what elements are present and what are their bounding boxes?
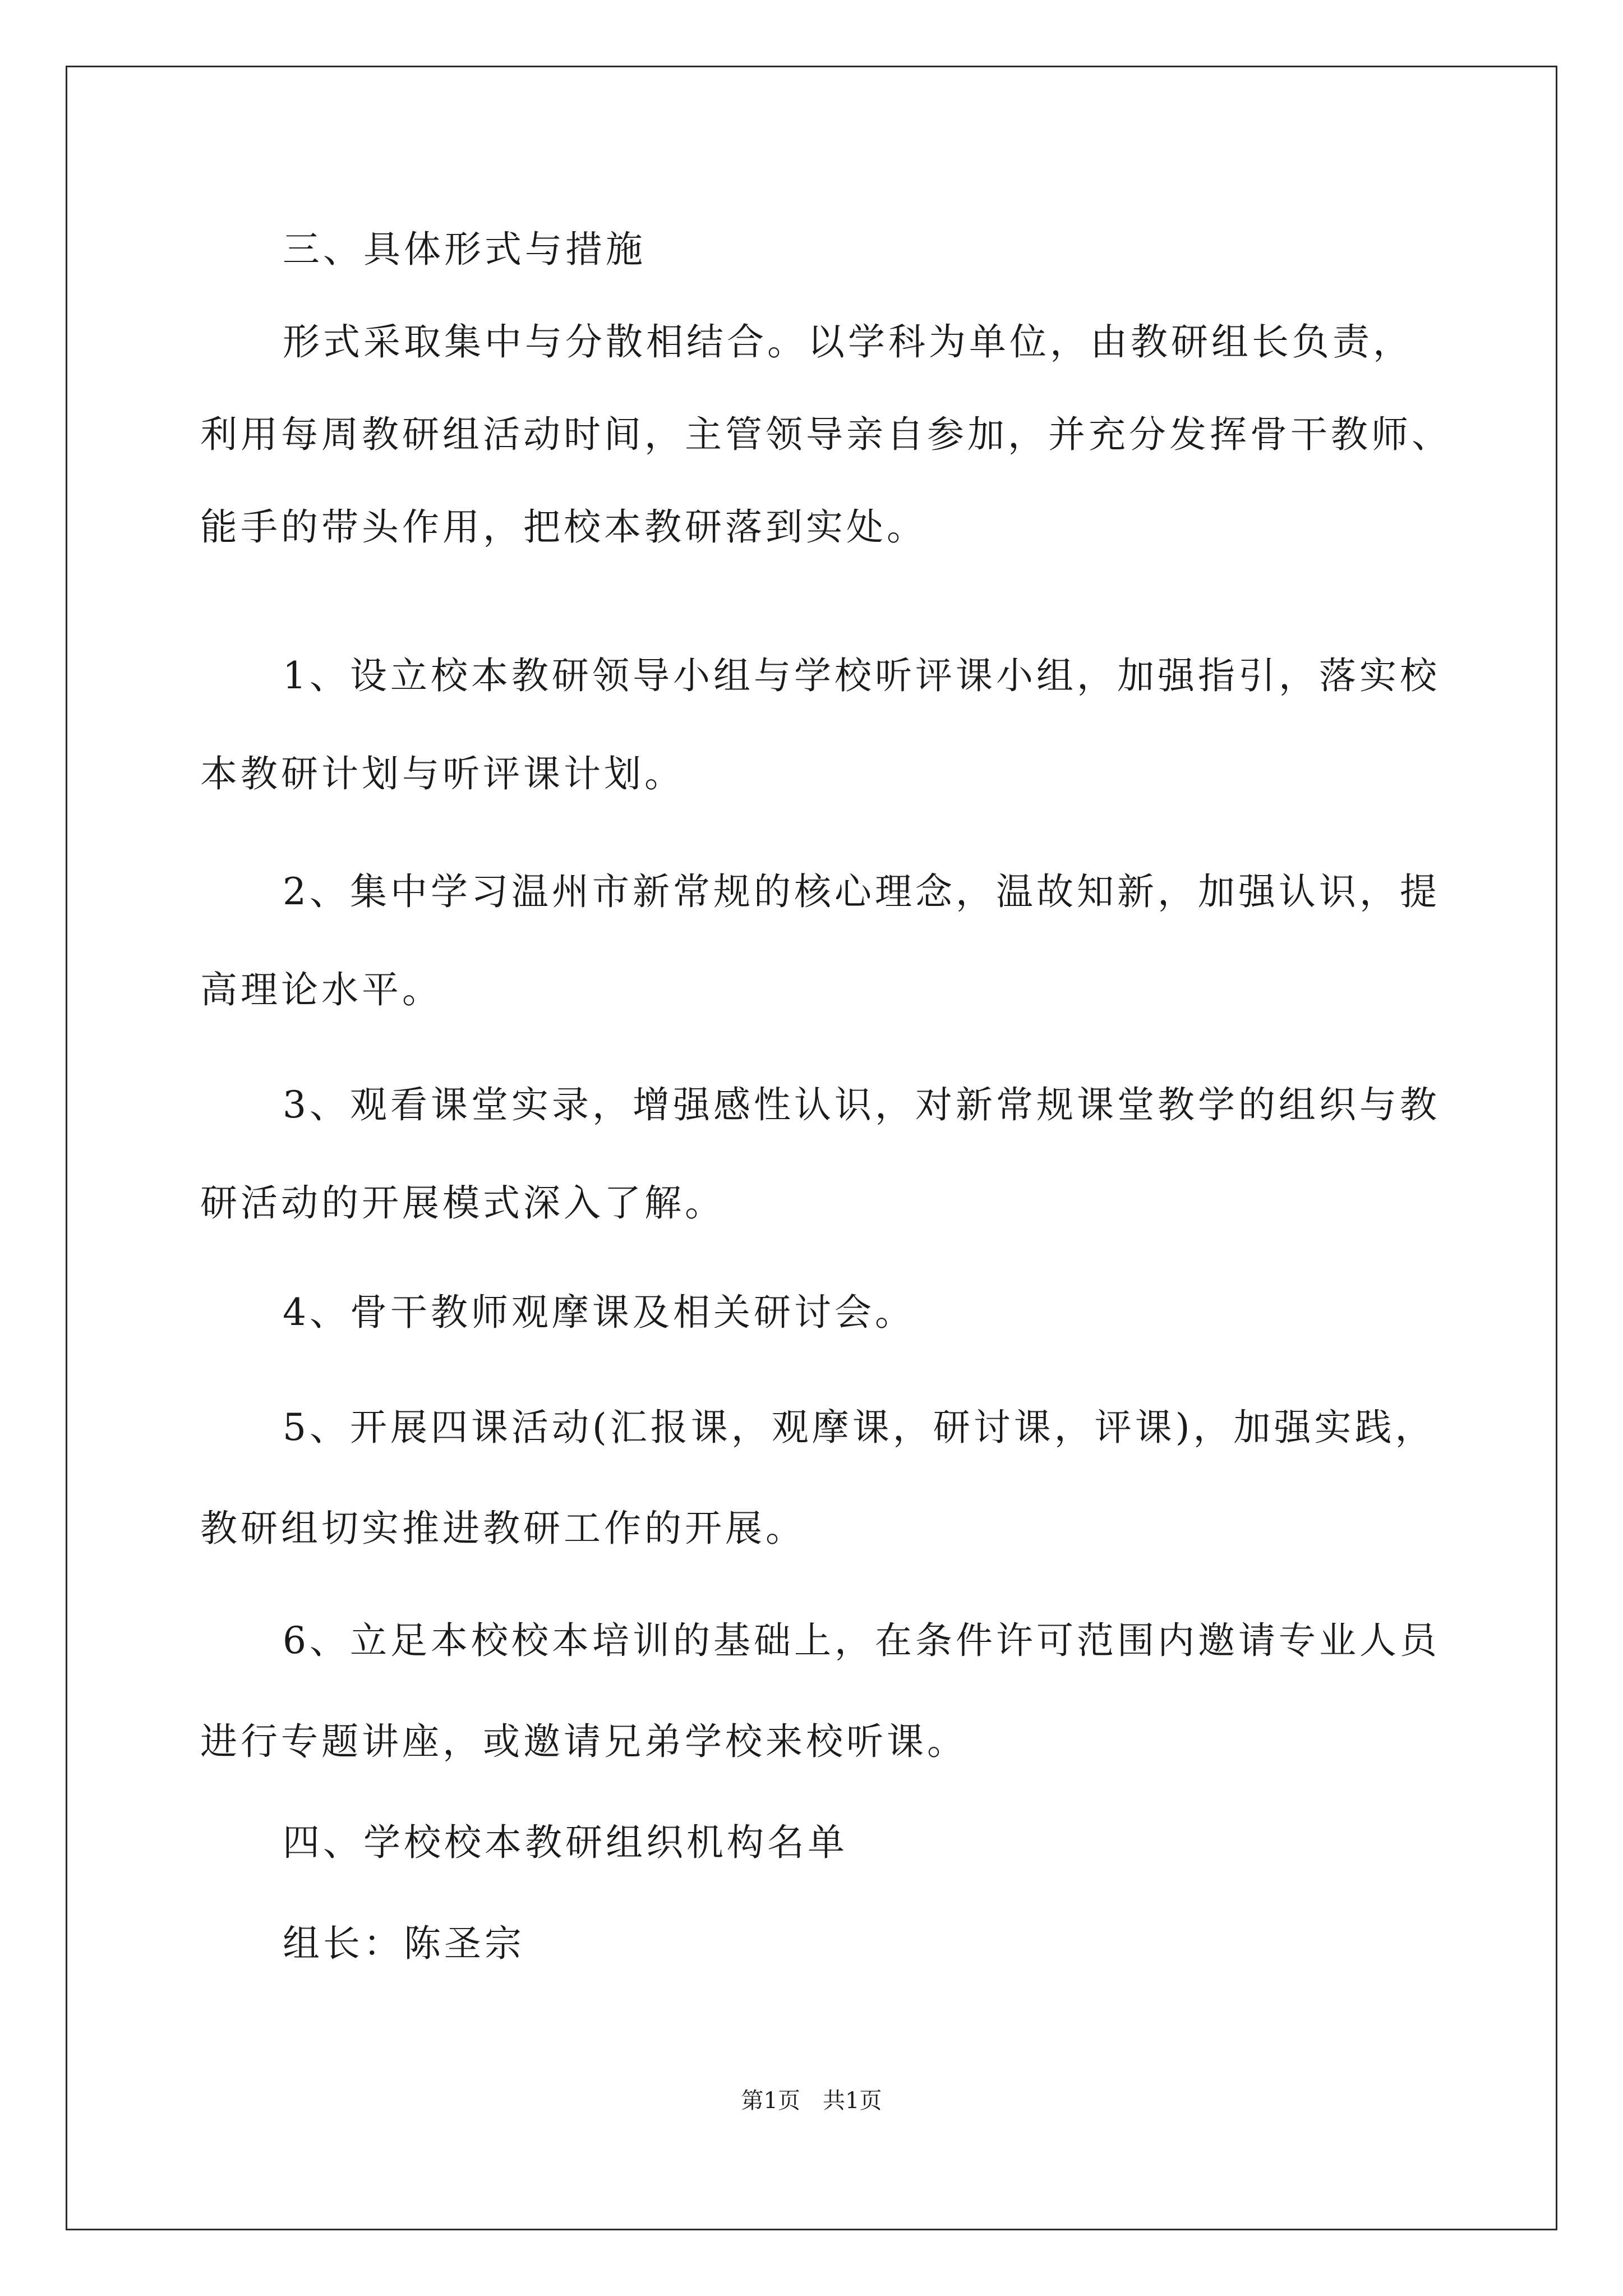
list-item-line: 进行专题讲座，或邀请兄弟学校来校听课。 [200,1720,967,1763]
paragraph-line: 能手的带头作用，把校本教研落到实处。 [200,505,927,549]
list-item-line: 1、设立校本教研领导小组与学校听评课小组，加强指引，落实校 [283,654,1440,697]
paragraph-line: 利用每周教研组活动时间，主管领导亲自参加，并充分发挥骨干教师、 [200,413,1452,456]
list-item-line: 3、观看课堂实录，增强感性认识，对新常规课堂教学的组织与教 [283,1083,1440,1126]
section-heading: 三、具体形式与措施 [283,228,646,271]
list-item-line: 5、开展四课活动(汇报课，观摩课，研讨课，评课)，加强实践， [283,1406,1436,1449]
list-item-line: 4、骨干教师观摩课及相关研讨会。 [283,1291,915,1334]
page-border [66,66,1557,2230]
paragraph-line: 组长：陈圣宗 [283,1922,525,1965]
list-item-line: 2、集中学习温州市新常规的核心理念，温故知新，加强认识，提 [283,870,1440,913]
list-item-line: 本教研计划与听评课计划。 [200,752,685,795]
section-heading: 四、学校校本教研组织机构名单 [283,1821,848,1864]
list-item-line: 高理论水平。 [200,968,442,1011]
list-item-line: 6、立足本校校本培训的基础上，在条件许可范围内邀请专业人员 [283,1619,1440,1662]
list-item-line: 教研组切实推进教研工作的开展。 [200,1507,806,1550]
paragraph-line: 形式采取集中与分散相结合。以学科为单位，由教研组长负责， [283,320,1413,364]
list-item-line: 研活动的开展模式深入了解。 [200,1181,725,1225]
page-number: 第1页 共1页 [741,2088,882,2114]
